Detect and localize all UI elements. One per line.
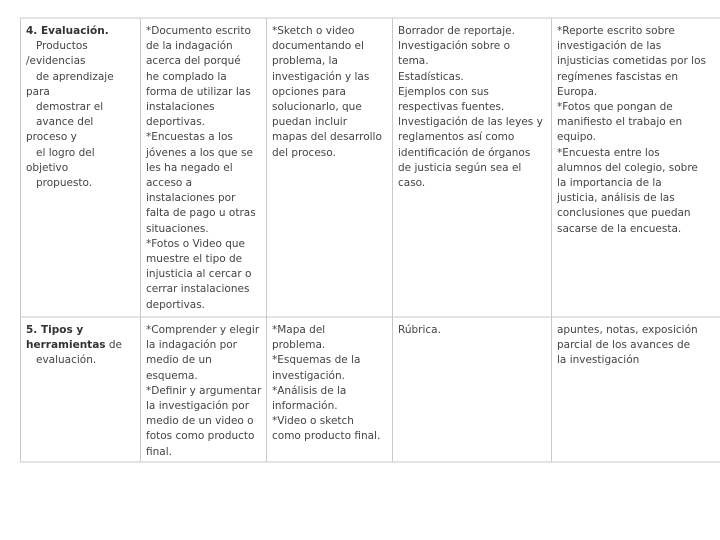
row-evaluacion-col3 [392, 24, 551, 191]
header-title: 5. Tipos y [26, 324, 84, 336]
cell-text-line: solucionarlo, que [272, 101, 362, 114]
cell-text-line: *Comprender y elegir [146, 324, 260, 336]
cell-text-line: Ejemplos con sus [398, 85, 489, 98]
cell-text-line: la importancia de la [557, 177, 662, 190]
row-evaluacion-col2 [266, 24, 392, 161]
cell-text-line: fotos como producto [146, 430, 255, 443]
cell-text-line: de la indagación [146, 40, 233, 53]
cell-text-line: problema, la [272, 55, 338, 68]
cell-text-line: *Video o sketch [272, 415, 354, 428]
cell-text-line: del proceso. [272, 146, 336, 159]
cell-text-line: *Encuesta entre los [557, 146, 660, 159]
cell-text-line: caso. [398, 177, 426, 190]
cell-text-line: *Fotos que pongan de [557, 101, 673, 114]
cell-text-line: *Encuestas a los [146, 131, 233, 144]
cell-text-line: Europa. [557, 85, 598, 98]
cell-text-line: opciones para [272, 85, 346, 98]
cell-text-line: muestre el tipo de [146, 253, 243, 266]
row-tipos-col4 [551, 323, 720, 369]
header-line: Productos [36, 40, 88, 53]
cell-text-line: mapas del desarrollo [272, 131, 382, 144]
cell-text-line: *Fotos o Video que [146, 237, 245, 250]
cell-text-line: identificación de órganos [398, 146, 531, 159]
cell-text-line: de justicia según sea el [398, 161, 522, 174]
cell-text-line: problema. [272, 339, 326, 352]
header-title: 4. Evaluación. [26, 25, 109, 37]
cell-text-line: la investigación [557, 354, 640, 367]
cell-text-line: les ha negado el [146, 161, 233, 174]
row-tipos-col1 [140, 323, 266, 460]
header-line: propuesto. [36, 177, 93, 190]
header-line: para [26, 85, 50, 98]
cell-text-line: injusticia al cercar o [146, 268, 252, 281]
cell-text-line: la investigación por [146, 400, 250, 413]
cell-text-line: tema. [398, 55, 429, 68]
cell-text-line: deportivas. [146, 116, 206, 129]
cell-text-line: *Definir y argumentar [146, 384, 262, 397]
cell-text-line: regímenes fascistas en [557, 70, 678, 83]
cell-text-line: situaciones. [146, 222, 209, 235]
row-evaluacion-header [20, 24, 140, 191]
cell-text-line: documentando el [272, 40, 364, 53]
header-rest: de [105, 339, 122, 352]
cell-text-line: la indagación por [146, 339, 237, 352]
cell-text-line: acerca del porqué [146, 55, 241, 68]
cell-text-line: deportivas. [146, 298, 206, 311]
cell-text-line: cerrar instalaciones [146, 283, 250, 296]
cell-text-line: puedan incluir [272, 116, 348, 129]
cell-text-line: investigación. [272, 369, 345, 382]
header-line: proceso y [26, 131, 77, 144]
cell-text-line: reglamentos así como [398, 131, 515, 144]
header-line: evaluación. [36, 354, 97, 367]
row-evaluacion-col4 [551, 24, 720, 237]
cell-text-line: *Mapa del [272, 324, 326, 336]
cell-text-line: *Reporte escrito sobre [557, 25, 675, 37]
header-line: avance del [36, 116, 94, 129]
cell-text-line: esquema. [146, 369, 198, 382]
cell-text-line: justicia, análisis de las [557, 192, 675, 205]
cell-text-line: Investigación sobre o [398, 40, 511, 53]
row-tipos-col3 [392, 323, 551, 338]
header-bold: herramientas [26, 339, 106, 352]
cell-text-line: final. [146, 445, 172, 458]
cell-text-line: instalaciones [146, 101, 215, 114]
cell-text-line: Estadísticas. [398, 70, 464, 83]
cell-text-line: falta de pago u otras [146, 207, 256, 220]
cell-text-line: *Documento escrito [146, 25, 251, 37]
row-tipos-col2 [266, 323, 392, 445]
cell-text-line: jóvenes a los que se [146, 146, 253, 159]
cell-text-line: injusticias cometidas por los [557, 55, 706, 68]
cell-text-line: manifiesto el trabajo en [557, 116, 683, 129]
cell-text-line: alumnos del colegio, sobre [557, 161, 698, 174]
cell-text-line: *Esquemas de la [272, 354, 361, 367]
cell-text-line: *Sketch o video [272, 25, 355, 37]
cell-text-line: equipo. [557, 131, 596, 144]
header-line: objetivo [26, 161, 69, 174]
row-tipos-header [20, 323, 140, 369]
cell-text-line: Borrador de reportaje. [398, 25, 515, 37]
cell-text-line: Investigación de las leyes y [398, 116, 543, 129]
cell-text-line: sacarse de la encuesta. [557, 222, 682, 235]
header-line: de aprendizaje [36, 70, 114, 83]
cell-text-line: investigación de las [557, 40, 662, 53]
cell-text-line: medio de un video o [146, 415, 254, 428]
header-line: demostrar el [36, 101, 104, 114]
cell-text-line: acceso a [146, 177, 193, 190]
cell-text-line: he complado la [146, 70, 227, 83]
cell-text-line: conclusiones que puedan [557, 207, 691, 220]
cell-text-line: Rúbrica. [398, 324, 441, 336]
cell-text-line: instalaciones por [146, 192, 236, 205]
cell-text-line: parcial de los avances de [557, 339, 691, 352]
cell-text-line: investigación y las [272, 70, 370, 83]
cell-text-line: información. [272, 400, 338, 413]
header-line: el logro del [36, 146, 95, 159]
cell-text-line: *Análisis de la [272, 384, 347, 397]
cell-text-line: forma de utilizar las [146, 85, 251, 98]
cell-text-line: respectivas fuentes. [398, 101, 505, 114]
row-evaluacion-col1 [140, 24, 266, 313]
header-line: /evidencias [26, 55, 86, 68]
cell-text-line: como producto final. [272, 430, 381, 443]
cell-text-line: medio de un [146, 354, 212, 367]
cell-text-line: apuntes, notas, exposición [557, 324, 698, 336]
